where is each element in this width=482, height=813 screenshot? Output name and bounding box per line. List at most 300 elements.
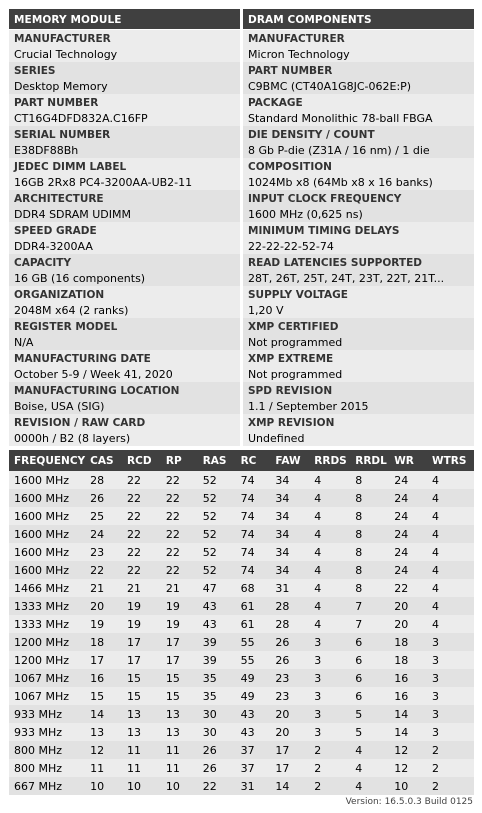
timing-cell: 5 [350, 705, 389, 723]
timing-cell: 22 [122, 507, 161, 525]
timing-cell: 20 [270, 723, 309, 741]
timing-cell: 15 [122, 687, 161, 705]
dram-field-value: 1024Mb x8 (64Mb x8 x 16 banks) [248, 176, 433, 189]
timing-cell: 8 [350, 489, 389, 507]
module-field [9, 254, 240, 286]
dram-field-value: C9BMC (CT40A1G8JC-062E:P) [248, 80, 412, 93]
timing-cell: 2 [427, 777, 474, 795]
timing-cell: 1067 MHz [9, 687, 85, 705]
module-field-value: Crucial Technology [14, 48, 118, 61]
timing-cell: 11 [161, 741, 198, 759]
timing-cell: 11 [122, 759, 161, 777]
timing-cell: 19 [161, 615, 198, 633]
timing-cell: 6 [350, 687, 389, 705]
timing-cell: 6 [350, 669, 389, 687]
dram-field [243, 158, 474, 190]
timing-row [9, 561, 474, 579]
dram-field-value: 28T, 26T, 25T, 24T, 23T, 22T, 21T... [248, 272, 445, 285]
dram-field [243, 190, 474, 222]
dram-field [243, 62, 474, 94]
timing-cell: 933 MHz [9, 705, 85, 723]
timing-cell: 31 [236, 777, 271, 795]
timing-cell: 34 [270, 471, 309, 489]
timing-cell: 16 [389, 687, 427, 705]
timing-cell: 74 [236, 561, 271, 579]
timing-cell: 24 [85, 525, 122, 543]
dram-field [243, 414, 474, 446]
timing-cell: 22 [122, 471, 161, 489]
timing-cell: 37 [236, 759, 271, 777]
dram-field [243, 318, 474, 350]
timing-cell: 28 [85, 471, 122, 489]
timing-cell: 52 [198, 471, 236, 489]
memory-module-header: MEMORY MODULE [9, 9, 240, 30]
timing-cell: 2 [309, 777, 350, 795]
timing-cell: 22 [161, 525, 198, 543]
timing-cell: 2 [427, 741, 474, 759]
dram-field-label: SPD REVISION [248, 385, 333, 397]
timing-cell: 2 [309, 759, 350, 777]
timing-cell: 3 [309, 669, 350, 687]
timing-cell: 52 [198, 525, 236, 543]
timing-cell: 10 [122, 777, 161, 795]
timing-cell: 1333 MHz [9, 615, 85, 633]
timing-cell: 18 [389, 651, 427, 669]
module-field-value: DDR4-3200AA [14, 240, 93, 253]
dram-field-label: READ LATENCIES SUPPORTED [248, 257, 422, 269]
module-field [9, 190, 240, 222]
dram-field-label: XMP REVISION [248, 417, 335, 429]
timing-cell: 1067 MHz [9, 669, 85, 687]
timing-cell: 18 [389, 633, 427, 651]
timing-cell: 49 [236, 687, 271, 705]
timing-cell: 15 [122, 669, 161, 687]
column-header: RC [236, 450, 271, 471]
timing-cell: 31 [270, 579, 309, 597]
memory-module-fields [9, 30, 240, 446]
timing-cell: 74 [236, 489, 271, 507]
timing-cell: 15 [161, 669, 198, 687]
timing-row [9, 777, 474, 795]
timing-cell: 7 [350, 597, 389, 615]
timing-cell: 22 [122, 543, 161, 561]
dram-field [243, 254, 474, 286]
timing-cell: 8 [350, 543, 389, 561]
timing-cell: 13 [161, 723, 198, 741]
timing-cell: 20 [389, 615, 427, 633]
timing-cell: 20 [389, 597, 427, 615]
timing-row [9, 579, 474, 597]
dram-field [243, 222, 474, 254]
timing-cell: 24 [389, 471, 427, 489]
timing-cell: 14 [389, 723, 427, 741]
dram-field [243, 382, 474, 414]
timing-row [9, 651, 474, 669]
timing-cell: 13 [122, 723, 161, 741]
timing-cell: 12 [389, 759, 427, 777]
timing-cell: 74 [236, 471, 271, 489]
dram-field-label: XMP EXTREME [248, 353, 334, 365]
dram-field-value: 8 Gb P-die (Z31A / 16 nm) / 1 die [248, 144, 430, 157]
dram-field-value: 22-22-22-52-74 [248, 240, 334, 253]
timing-cell: 22 [161, 507, 198, 525]
timing-cell: 8 [350, 561, 389, 579]
timing-cell: 800 MHz [9, 741, 85, 759]
timing-row [9, 471, 474, 489]
timing-cell: 3 [309, 651, 350, 669]
timing-cell: 12 [389, 741, 427, 759]
dram-field-value: Not programmed [248, 336, 343, 349]
timing-cell: 6 [350, 651, 389, 669]
timing-cell: 12 [85, 741, 122, 759]
module-field-value: 0000h / B2 (8 layers) [14, 432, 131, 445]
module-field-value: DDR4 SDRAM UDIMM [14, 208, 131, 221]
module-field-label: REGISTER MODEL [14, 321, 118, 333]
module-field-value: Desktop Memory [14, 80, 108, 93]
timing-cell: 4 [309, 597, 350, 615]
timing-cell: 4 [309, 615, 350, 633]
module-field [9, 126, 240, 158]
dram-field-label: XMP CERTIFIED [248, 321, 339, 333]
column-header: CAS [85, 450, 122, 471]
dram-field-label: PACKAGE [248, 97, 303, 109]
timing-cell: 4 [427, 525, 474, 543]
timing-cell: 43 [198, 597, 236, 615]
timing-cell: 16 [389, 669, 427, 687]
dram-field-value: Standard Monolithic 78-ball FBGA [248, 112, 433, 125]
timing-cell: 22 [122, 489, 161, 507]
timing-cell: 52 [198, 507, 236, 525]
timing-cell: 16 [85, 669, 122, 687]
timing-cell: 1600 MHz [9, 489, 85, 507]
timing-cell: 19 [122, 615, 161, 633]
timing-cell: 4 [350, 759, 389, 777]
timing-cell: 933 MHz [9, 723, 85, 741]
module-field-label: MANUFACTURING LOCATION [14, 385, 180, 397]
timing-cell: 20 [85, 597, 122, 615]
timing-row [9, 669, 474, 687]
dram-field-value: Undefined [248, 432, 305, 445]
timing-cell: 8 [350, 579, 389, 597]
timing-cell: 13 [161, 705, 198, 723]
timing-cell: 74 [236, 525, 271, 543]
timing-cell: 8 [350, 507, 389, 525]
module-field-label: SERIES [14, 65, 56, 77]
module-field-label: JEDEC DIMM LABEL [14, 161, 127, 173]
timing-cell: 2 [427, 759, 474, 777]
timing-cell: 34 [270, 507, 309, 525]
dram-field-label: INPUT CLOCK FREQUENCY [248, 193, 402, 205]
timing-cell: 4 [350, 741, 389, 759]
timing-cell: 26 [85, 489, 122, 507]
timing-cell: 1600 MHz [9, 561, 85, 579]
dram-field [243, 350, 474, 382]
dram-field-label: DIE DENSITY / COUNT [248, 129, 375, 141]
timing-cell: 22 [85, 561, 122, 579]
memory-module-panel [9, 9, 240, 446]
timing-cell: 17 [270, 759, 309, 777]
dram-field [243, 30, 474, 62]
timing-table [9, 450, 474, 795]
timing-row [9, 633, 474, 651]
timing-cell: 15 [161, 687, 198, 705]
module-field-label: SERIAL NUMBER [14, 129, 111, 141]
timing-cell: 19 [85, 615, 122, 633]
timing-cell: 26 [270, 651, 309, 669]
timing-cell: 667 MHz [9, 777, 85, 795]
module-field-value: October 5-9 / Week 41, 2020 [14, 368, 173, 381]
dram-field-label: COMPOSITION [248, 161, 332, 173]
timing-cell: 10 [85, 777, 122, 795]
module-field-label: PART NUMBER [14, 97, 99, 109]
dram-components-header: DRAM COMPONENTS [243, 9, 474, 30]
timing-cell: 1200 MHz [9, 651, 85, 669]
dram-components-panel [243, 9, 474, 446]
timing-cell: 1600 MHz [9, 543, 85, 561]
timing-row [9, 525, 474, 543]
timing-cell: 35 [198, 669, 236, 687]
timing-row [9, 543, 474, 561]
timing-cell: 17 [122, 633, 161, 651]
timing-cell: 1600 MHz [9, 525, 85, 543]
timing-cell: 39 [198, 651, 236, 669]
timing-cell: 4 [427, 507, 474, 525]
timing-cell: 1333 MHz [9, 597, 85, 615]
timing-cell: 35 [198, 687, 236, 705]
timing-cell: 30 [198, 705, 236, 723]
timing-cell: 7 [350, 615, 389, 633]
module-field [9, 318, 240, 350]
module-field-value: Boise, USA (SIG) [14, 400, 105, 413]
timing-cell: 21 [161, 579, 198, 597]
module-field-label: SPEED GRADE [14, 225, 97, 237]
timing-cell: 22 [161, 471, 198, 489]
timing-cell: 4 [309, 543, 350, 561]
timing-cell: 21 [85, 579, 122, 597]
timing-cell: 26 [198, 759, 236, 777]
timing-cell: 24 [389, 561, 427, 579]
timing-cell: 8 [350, 471, 389, 489]
module-field-label: ARCHITECTURE [14, 193, 104, 205]
timing-cell: 4 [350, 777, 389, 795]
timing-cell: 55 [236, 633, 271, 651]
timing-cell: 28 [270, 597, 309, 615]
timing-cell: 4 [427, 597, 474, 615]
timing-cell: 52 [198, 561, 236, 579]
timing-cell: 4 [309, 471, 350, 489]
timing-cell: 1466 MHz [9, 579, 85, 597]
timing-row [9, 723, 474, 741]
dram-field-value: 1600 MHz (0,625 ns) [248, 208, 363, 221]
timing-cell: 4 [309, 489, 350, 507]
module-field [9, 382, 240, 414]
timing-cell: 74 [236, 507, 271, 525]
timing-cell: 26 [198, 741, 236, 759]
timing-cell: 22 [161, 489, 198, 507]
timing-cell: 3 [309, 687, 350, 705]
timing-cell: 22 [161, 561, 198, 579]
module-field [9, 158, 240, 190]
timing-cell: 52 [198, 489, 236, 507]
timing-cell: 4 [427, 561, 474, 579]
column-header: WR [389, 450, 427, 471]
module-field-label: REVISION / RAW CARD [14, 417, 146, 429]
dram-field-label: MINIMUM TIMING DELAYS [248, 225, 400, 237]
timing-cell: 6 [350, 633, 389, 651]
column-header: FAW [270, 450, 309, 471]
timing-cell: 22 [161, 543, 198, 561]
dram-field [243, 126, 474, 158]
timing-cell: 3 [309, 633, 350, 651]
timing-cell: 61 [236, 597, 271, 615]
timing-cell: 4 [309, 507, 350, 525]
timing-cell: 10 [161, 777, 198, 795]
timing-cell: 49 [236, 669, 271, 687]
timing-row [9, 489, 474, 507]
timing-cell: 61 [236, 615, 271, 633]
timing-body [9, 471, 474, 795]
timing-cell: 4 [427, 579, 474, 597]
timing-cell: 24 [389, 507, 427, 525]
timing-cell: 28 [270, 615, 309, 633]
timing-cell: 14 [85, 705, 122, 723]
timing-cell: 10 [389, 777, 427, 795]
timing-cell: 34 [270, 561, 309, 579]
module-field-value: 16 GB (16 components) [14, 272, 146, 285]
column-header: WTRS [427, 450, 474, 471]
timing-cell: 5 [350, 723, 389, 741]
timing-cell: 1600 MHz [9, 471, 85, 489]
timing-row [9, 759, 474, 777]
module-field-label: MANUFACTURING DATE [14, 353, 151, 365]
timing-cell: 17 [161, 633, 198, 651]
timing-cell: 74 [236, 543, 271, 561]
timing-cell: 52 [198, 543, 236, 561]
module-field [9, 414, 240, 446]
timing-cell: 34 [270, 543, 309, 561]
timing-cell: 800 MHz [9, 759, 85, 777]
timing-cell: 17 [85, 651, 122, 669]
module-field-value: E38DF88Bh [14, 144, 79, 157]
timing-cell: 20 [270, 705, 309, 723]
timing-cell: 4 [427, 543, 474, 561]
module-field [9, 222, 240, 254]
timing-cell: 17 [122, 651, 161, 669]
timing-cell: 4 [309, 561, 350, 579]
dram-field-value: 1,20 V [248, 304, 284, 317]
timing-cell: 4 [309, 525, 350, 543]
module-field [9, 30, 240, 62]
dram-field [243, 94, 474, 126]
timing-cell: 3 [427, 705, 474, 723]
timing-cell: 22 [389, 579, 427, 597]
timing-cell: 55 [236, 651, 271, 669]
module-field-label: MANUFACTURER [14, 33, 111, 45]
timing-cell: 3 [309, 705, 350, 723]
dram-field [243, 286, 474, 318]
dram-field-value: 1.1 / September 2015 [248, 400, 369, 413]
timing-cell: 18 [85, 633, 122, 651]
timing-cell: 34 [270, 525, 309, 543]
timing-row [9, 597, 474, 615]
timing-cell: 3 [309, 723, 350, 741]
timing-cell: 19 [122, 597, 161, 615]
timing-cell: 43 [198, 615, 236, 633]
timing-row [9, 705, 474, 723]
timing-cell: 22 [122, 525, 161, 543]
module-field [9, 94, 240, 126]
timing-cell: 14 [270, 777, 309, 795]
column-header: RRDS [309, 450, 350, 471]
timing-cell: 2 [309, 741, 350, 759]
column-header: RCD [122, 450, 161, 471]
timing-cell: 22 [198, 777, 236, 795]
timing-cell: 23 [85, 543, 122, 561]
timing-cell: 37 [236, 741, 271, 759]
timing-cell: 11 [161, 759, 198, 777]
version-label: Version: 16.5.0.3 Build 0125 [345, 797, 473, 807]
timing-cell: 4 [427, 489, 474, 507]
column-header: RRDL [350, 450, 389, 471]
module-field [9, 286, 240, 318]
timing-cell: 1200 MHz [9, 633, 85, 651]
timing-cell: 3 [427, 669, 474, 687]
column-header: RP [161, 450, 198, 471]
module-field-value: 2048M x64 (2 ranks) [14, 304, 129, 317]
timing-cell: 26 [270, 633, 309, 651]
dram-field-value: Not programmed [248, 368, 343, 381]
timing-cell: 47 [198, 579, 236, 597]
info-grid [9, 9, 474, 446]
module-field [9, 62, 240, 94]
timing-cell: 3 [427, 633, 474, 651]
timing-cell: 8 [350, 525, 389, 543]
timing-cell: 43 [236, 723, 271, 741]
timing-cell: 30 [198, 723, 236, 741]
module-field [9, 350, 240, 382]
timing-cell: 23 [270, 687, 309, 705]
timing-cell: 3 [427, 687, 474, 705]
timing-cell: 4 [427, 471, 474, 489]
timing-cell: 21 [122, 579, 161, 597]
timing-row [9, 741, 474, 759]
timing-cell: 4 [427, 615, 474, 633]
timing-row [9, 507, 474, 525]
dram-field-value: Micron Technology [248, 48, 350, 61]
timing-cell: 14 [389, 705, 427, 723]
timing-cell: 3 [427, 723, 474, 741]
timing-cell: 23 [270, 669, 309, 687]
module-field-label: ORGANIZATION [14, 289, 105, 301]
timing-cell: 1600 MHz [9, 507, 85, 525]
timing-row [9, 615, 474, 633]
timing-cell: 17 [270, 741, 309, 759]
timing-cell: 39 [198, 633, 236, 651]
timing-cell: 3 [427, 651, 474, 669]
timing-cell: 25 [85, 507, 122, 525]
dram-field-label: MANUFACTURER [248, 33, 345, 45]
dram-field-label: PART NUMBER [248, 65, 333, 77]
timing-cell: 4 [309, 579, 350, 597]
dram-components-fields [243, 30, 474, 446]
timing-cell: 13 [85, 723, 122, 741]
timing-cell: 11 [122, 741, 161, 759]
column-header: FREQUENCY [9, 450, 85, 471]
timing-cell: 43 [236, 705, 271, 723]
timing-row [9, 687, 474, 705]
timing-cell: 15 [85, 687, 122, 705]
timing-cell: 24 [389, 489, 427, 507]
